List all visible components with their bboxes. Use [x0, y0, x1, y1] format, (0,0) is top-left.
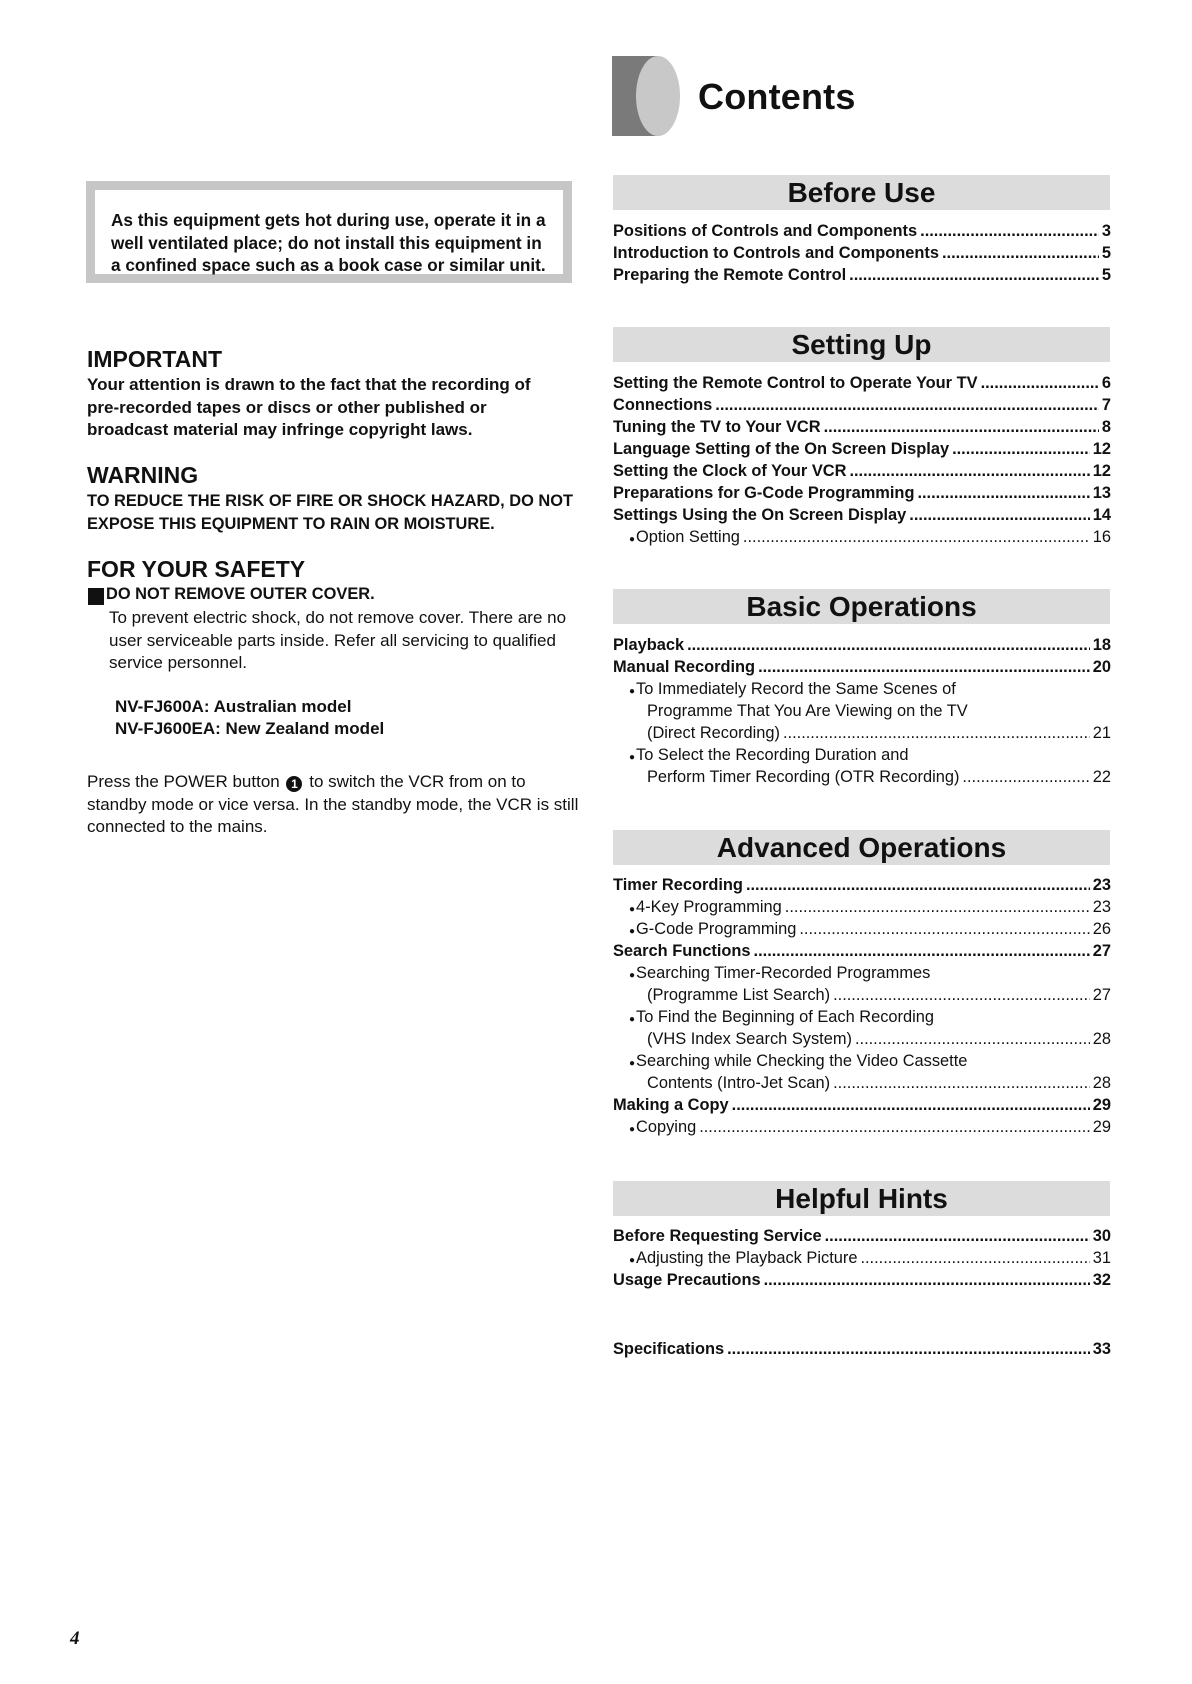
bullet-icon: ● — [629, 1255, 636, 1266]
toc-entry-title: 4-Key Programming — [636, 898, 782, 916]
toc-entry-title: Timer Recording — [613, 876, 743, 894]
toc-entry[interactable] — [613, 744, 1111, 766]
heat-caution-text: As this equipment gets hot during use, operate it in a well ventilated place; do not install this equipment in a confined space such as a book case or similar unit. — [111, 210, 546, 275]
toc-leader-dots — [952, 438, 1090, 460]
toc-entry[interactable] — [613, 526, 1111, 548]
toc-leader-dots — [699, 1116, 1090, 1138]
toc-entry[interactable] — [613, 416, 1111, 438]
warning-text: TO REDUCE THE RISK OF FIRE OR SHOCK HAZARD, DO NOT EXPOSE THIS EQUIPMENT TO RAIN OR MOISTURE. — [87, 492, 573, 533]
toc-entry[interactable] — [613, 918, 1111, 940]
toc-entry-page: 3 — [1101, 222, 1111, 240]
toc-entry[interactable] — [613, 700, 1111, 722]
toc-entry-page: 12 — [1092, 462, 1111, 480]
toc-leader-dots — [849, 264, 1099, 286]
toc-entry-title: Usage Precautions — [613, 1271, 761, 1289]
toc-entry-page: 27 — [1092, 986, 1111, 1004]
toc-leader-dots — [942, 242, 1099, 264]
toc-heading-setting-up: Setting Up — [613, 327, 1110, 362]
toc-entry-page: 32 — [1092, 1271, 1111, 1289]
toc-entry[interactable] — [613, 1094, 1111, 1116]
toc-entry-title: Introduction to Controls and Components — [613, 244, 939, 262]
toc-leader-dots — [727, 1338, 1090, 1360]
toc-leader-dots — [849, 460, 1089, 482]
important-heading: IMPORTANT — [87, 346, 223, 372]
toc-entry[interactable] — [613, 1006, 1111, 1028]
toc-entry-page: 28 — [1092, 1030, 1111, 1048]
toc-entry-title: Search Functions — [613, 942, 751, 960]
toc-entry[interactable] — [613, 220, 1111, 242]
toc-entry-page: 6 — [1101, 374, 1111, 392]
toc-entry-title: (VHS Index Search System) — [647, 1030, 852, 1048]
toc-entry-page: 22 — [1092, 768, 1111, 786]
toc-entry-title: G-Code Programming — [636, 920, 797, 938]
toc-entry-title: Searching Timer-Recorded Programmes — [636, 964, 931, 982]
chapter-tab-graphic — [612, 56, 680, 136]
toc-entry-title: To Immediately Record the Same Scenes of — [636, 680, 956, 698]
toc-entry[interactable] — [613, 394, 1111, 416]
toc-leader-dots — [825, 1225, 1090, 1247]
toc-entry[interactable] — [613, 656, 1111, 678]
toc-entry-title: To Select the Recording Duration and — [636, 746, 909, 764]
toc-entry-title: To Find the Beginning of Each Recording — [636, 1008, 934, 1026]
toc-entry[interactable] — [613, 722, 1111, 744]
toc-entry-title: Preparing the Remote Control — [613, 266, 847, 284]
toc-entry[interactable] — [613, 242, 1111, 264]
bullet-icon: ● — [629, 534, 636, 545]
toc-leader-dots — [824, 416, 1099, 438]
toc-entry-title: Before Requesting Service — [613, 1227, 822, 1245]
toc-entry-page: 13 — [1092, 484, 1111, 502]
toc-list-specifications — [613, 1338, 1111, 1360]
toc-entry-title: Connections — [613, 396, 713, 414]
toc-entry-title: (Direct Recording) — [647, 724, 780, 742]
toc-entry-page: 23 — [1092, 898, 1111, 916]
toc-entry-title: Perform Timer Recording (OTR Recording) — [647, 768, 960, 786]
bullet-icon: ● — [629, 686, 636, 697]
toc-leader-dots — [764, 1269, 1090, 1291]
bullet-icon: ● — [629, 1124, 636, 1135]
toc-entry-page: 8 — [1101, 418, 1111, 436]
toc-entry-page: 21 — [1092, 724, 1111, 742]
toc-entry[interactable] — [613, 766, 1111, 788]
bullet-icon: ● — [629, 904, 636, 915]
toc-leader-dots — [981, 372, 1099, 394]
toc-leader-dots — [920, 220, 1099, 242]
toc-entry[interactable] — [613, 1269, 1111, 1291]
toc-entry-page: 33 — [1092, 1340, 1111, 1358]
toc-entry[interactable] — [613, 896, 1111, 918]
toc-entry-page: 7 — [1101, 396, 1111, 414]
toc-entry[interactable] — [613, 940, 1111, 962]
toc-entry-title: Programme That You Are Viewing on the TV — [647, 702, 968, 720]
toc-list-basic-operations — [613, 634, 1111, 788]
toc-leader-dots — [799, 918, 1089, 940]
toc-entry-title: Preparations for G-Code Programming — [613, 484, 915, 502]
bullet-icon: ● — [629, 926, 636, 937]
toc-entry[interactable] — [613, 984, 1111, 1006]
toc-entry[interactable] — [613, 1225, 1111, 1247]
toc-entry-title: Contents (Intro-Jet Scan) — [647, 1074, 831, 1092]
toc-leader-dots — [746, 874, 1090, 896]
toc-heading-advanced-operations: Advanced Operations — [613, 830, 1110, 865]
toc-entry-page: 31 — [1092, 1249, 1111, 1267]
toc-entry-page: 14 — [1092, 506, 1111, 524]
toc-leader-dots — [962, 766, 1089, 788]
page-title: Contents — [698, 76, 856, 117]
model-australia: NV-FJ600A: Australian model — [115, 697, 352, 716]
toc-leader-dots — [687, 634, 1090, 656]
toc-entry-page: 26 — [1092, 920, 1111, 938]
toc-entry[interactable] — [613, 460, 1111, 482]
toc-entry-page: 30 — [1092, 1227, 1111, 1245]
safety-subheading: DO NOT REMOVE OUTER COVER. — [106, 585, 375, 603]
toc-entry-page: 5 — [1101, 244, 1111, 262]
toc-entry[interactable] — [613, 1247, 1111, 1269]
safety-text: To prevent electric shock, do not remove cover. There are no user serviceable parts inside. Refer all servicing to qualified service personnel. — [109, 608, 567, 672]
toc-entry-title: Copying — [636, 1118, 697, 1136]
bullet-icon: ● — [629, 752, 636, 763]
toc-entry-title: Adjusting the Playback Picture — [636, 1249, 858, 1267]
toc-entry[interactable] — [613, 678, 1111, 700]
toc-list-before-use — [613, 220, 1111, 286]
toc-entry-page: 16 — [1092, 528, 1111, 546]
model-new-zealand: NV-FJ600EA: New Zealand model — [115, 719, 385, 738]
square-bullet-icon — [88, 588, 104, 605]
toc-entry-title: Settings Using the On Screen Display — [613, 506, 907, 524]
toc-leader-dots — [917, 482, 1089, 504]
toc-entry-page: 27 — [1092, 942, 1111, 960]
toc-heading-helpful-hints: Helpful Hints — [613, 1181, 1110, 1216]
toc-entry-page: 29 — [1092, 1096, 1111, 1114]
toc-entry-title: Tuning the TV to Your VCR — [613, 418, 821, 436]
toc-entry[interactable] — [613, 372, 1111, 394]
toc-list-helpful-hints — [613, 1225, 1111, 1291]
toc-entry[interactable] — [613, 1050, 1111, 1072]
toc-leader-dots — [758, 656, 1090, 678]
toc-leader-dots — [715, 394, 1099, 416]
toc-entry-title: Setting the Clock of Your VCR — [613, 462, 847, 480]
toc-leader-dots — [833, 984, 1090, 1006]
toc-entry[interactable] — [613, 634, 1111, 656]
toc-entry[interactable] — [613, 504, 1111, 526]
toc-entry[interactable] — [613, 962, 1111, 984]
toc-entry-title: (Programme List Search) — [647, 986, 831, 1004]
toc-entry-title: Option Setting — [636, 528, 740, 546]
toc-leader-dots — [732, 1094, 1090, 1116]
toc-leader-dots — [909, 504, 1089, 526]
toc-leader-dots — [743, 526, 1090, 548]
toc-entry[interactable] — [613, 874, 1111, 896]
bullet-icon: ● — [629, 970, 636, 981]
bullet-icon: ● — [629, 1058, 636, 1069]
toc-entry-page: 23 — [1092, 876, 1111, 894]
power-button-note — [87, 771, 587, 839]
toc-leader-dots — [833, 1072, 1090, 1094]
toc-entry-title: Positions of Controls and Components — [613, 222, 918, 240]
toc-list-advanced-operations — [613, 874, 1111, 1138]
toc-entry-page: 12 — [1092, 440, 1111, 458]
toc-entry-page: 20 — [1092, 658, 1111, 676]
toc-list-setting-up — [613, 372, 1111, 548]
toc-entry-page: 29 — [1092, 1118, 1111, 1136]
warning-heading: WARNING — [87, 462, 199, 488]
toc-entry[interactable] — [613, 1028, 1111, 1050]
page-number: 4 — [70, 1628, 80, 1649]
bullet-icon: ● — [629, 1014, 636, 1025]
toc-leader-dots — [860, 1247, 1089, 1269]
toc-leader-dots — [785, 896, 1090, 918]
safety-heading: FOR YOUR SAFETY — [87, 556, 306, 582]
toc-entry-title: Setting the Remote Control to Operate Your TV — [613, 374, 978, 392]
toc-entry-page: 5 — [1101, 266, 1111, 284]
toc-entry[interactable] — [613, 264, 1111, 286]
toc-heading-basic-operations: Basic Operations — [613, 589, 1110, 624]
important-text: Your attention is drawn to the fact that the recording of pre-recorded tapes or discs or other published or broadcast material may infringe copyright laws. — [87, 375, 531, 439]
toc-heading-before-use: Before Use — [613, 175, 1110, 210]
toc-entry-title: Manual Recording — [613, 658, 756, 676]
toc-entry-page: 18 — [1092, 636, 1111, 654]
toc-leader-dots — [754, 940, 1090, 962]
toc-entry-page: 28 — [1092, 1074, 1111, 1092]
heat-caution-box — [86, 181, 572, 283]
toc-leader-dots — [783, 722, 1090, 744]
toc-entry-title: Playback — [613, 636, 685, 654]
toc-entry[interactable] — [613, 1072, 1111, 1094]
toc-leader-dots — [855, 1028, 1090, 1050]
toc-entry-title: Language Setting of the On Screen Display — [613, 440, 950, 458]
toc-entry[interactable] — [613, 1116, 1111, 1138]
toc-entry-title: Making a Copy — [613, 1096, 729, 1114]
power-note-end: to switch the VCR from on to standby mode or vice versa. In the standby mode, the VCR is still connected to the mains. — [87, 772, 579, 836]
power-button-number-icon: 1 — [286, 776, 302, 792]
toc-entry-title: Searching while Checking the Video Cassette — [636, 1052, 968, 1070]
toc-entry[interactable] — [613, 482, 1111, 504]
toc-entry-title: Specifications — [613, 1340, 725, 1358]
toc-entry[interactable] — [613, 438, 1111, 460]
toc-entry[interactable] — [613, 1338, 1111, 1360]
power-note-start: Press the POWER button — [87, 772, 280, 791]
